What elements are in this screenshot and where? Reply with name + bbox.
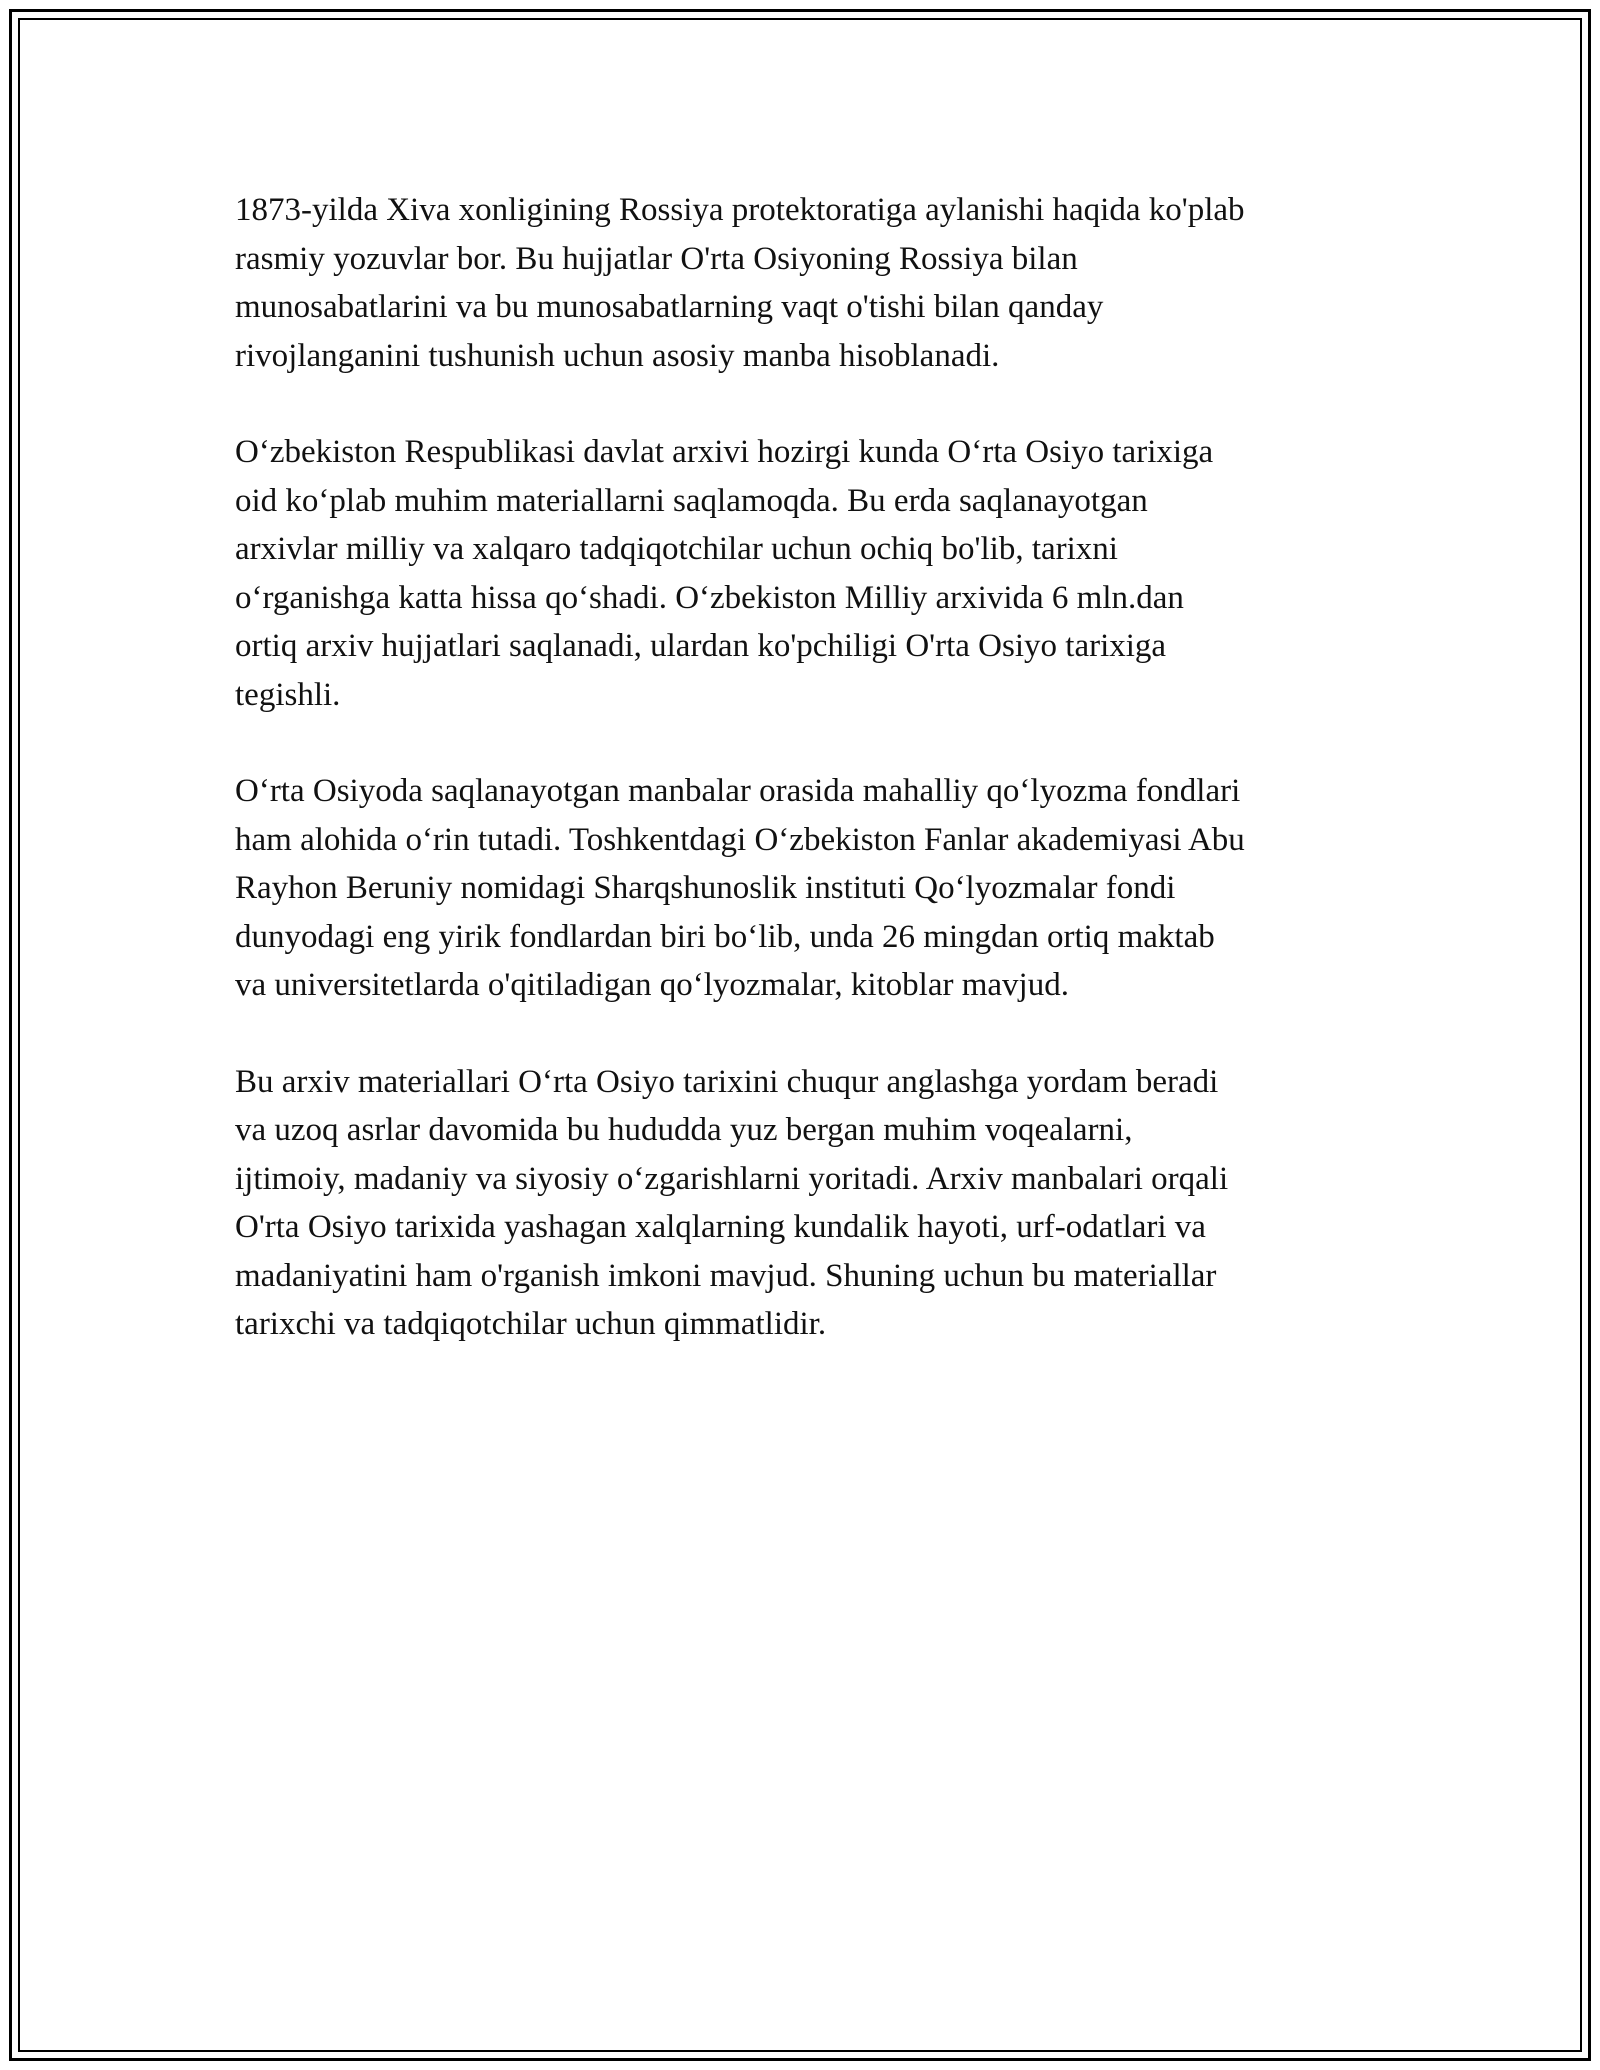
paragraph-2: O‘zbekiston Respublikasi davlat arxivi hozirgi kunda O‘rta Osiyo tarixiga oid ko‘plab muhim materiallarni saqlamoqda. Bu erda saqlanayotgan arxivlar milliy va xalqaro tadqiqotchilar uchun ochiq bo'lib, tarixni o‘rganishga katta hissa qo‘shadi. O‘zbekiston Milliy arxivida 6 mln.dan ortiq arxiv hujjatlari saqlanadi, ulardan ko'pchiligi O'rta Osiyo tarixiga tegishli. [235, 434, 1214, 713]
paragraph-1: 1873-yilda Xiva xonligining Rossiya protektoratiga aylanishi haqida ko'plab rasmiy yozuvlar bor. Bu hujjatlar O'rta Osiyoning Rossiya bilan munosabatlarini va bu munosabatlarning vaqt o'tishi bilan qanday rivojlanganini tushunish uchun asosiy manba hisoblanadi. [235, 192, 1245, 374]
paragraph-3: O‘rta Osiyoda saqlanayotgan manbalar orasida mahalliy qo‘lyozma fondlari ham alohida o‘rin tutadi. Toshkentdagi O‘zbekiston Fanlar akademiyasi Abu Rayhon Beruniy nomidagi Sharqshunoslik instituti Qo‘lyozmalar fondi dunyodagi eng yirik fondlardan biri bo‘lib, unda 26 mingdan ortiq maktab va universitetlarda o'qitiladigan qo‘lyozmalar, kitoblar mavjud. [235, 773, 1245, 1003]
paragraph-4: Bu arxiv materiallari O‘rta Osiyo tarixini chuqur anglashga yordam beradi va uzoq asrlar davomida bu hududda yuz bergan muhim voqealarni, ijtimoiy, madaniy va siyosiy o‘zgarishlarni yoritadi. Arxiv manbalari orqali O'rta Osiyo tarixida yashagan xalqlarning kundalik hayoti, urf-odatlari va madaniyatini ham o'rganish imkoni mavjud. Shuning uchun bu materiallar tarixchi va tadqiqotchilar uchun qimmatlidir. [235, 1063, 1229, 1342]
document-body [235, 186, 1385, 1397]
